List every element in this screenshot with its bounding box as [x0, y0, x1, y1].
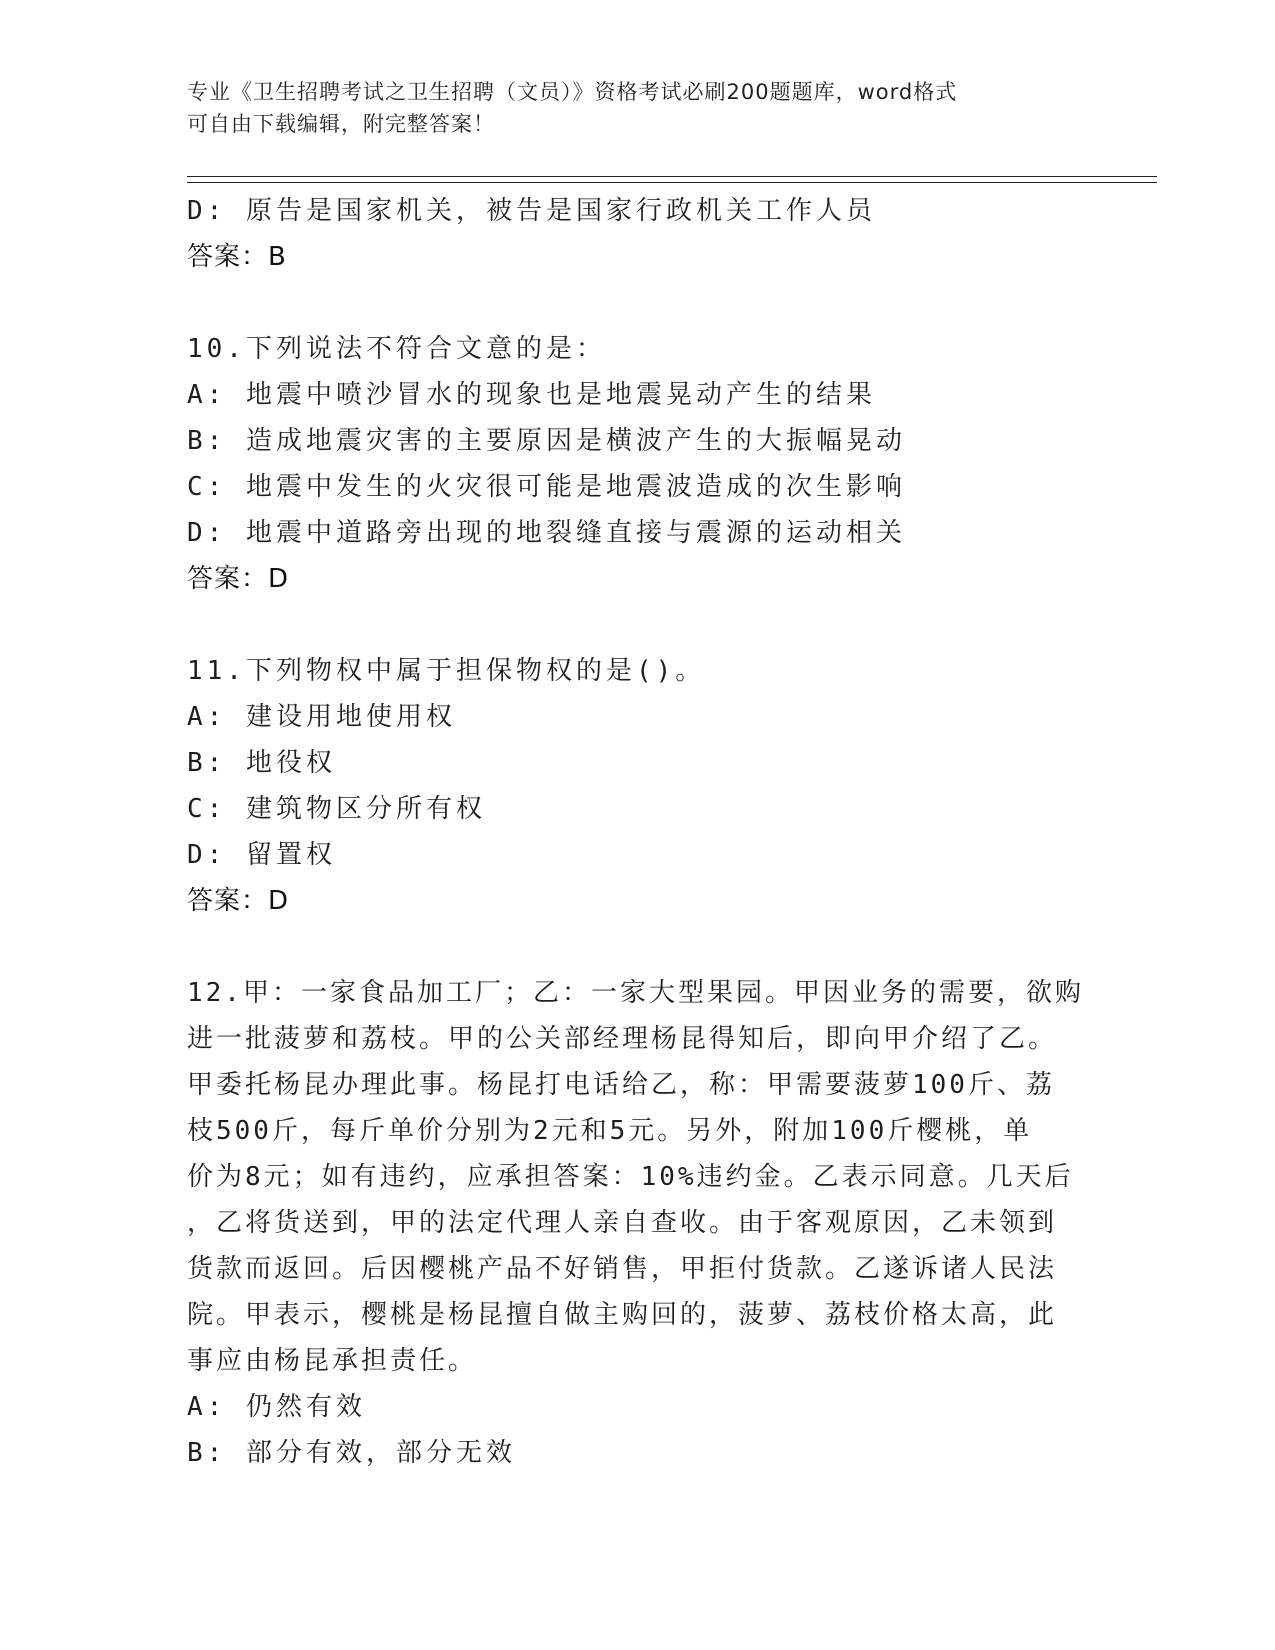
spacer	[187, 280, 1087, 326]
header-title-line-1: 专业《卫生招聘考试之卫生招聘（文员）》资格考试必刷200题题库，word格式	[187, 80, 958, 104]
q12-question-line: 进一批菠萝和荔枝。甲的公关部经理杨昆得知后，即向甲介绍了乙。	[187, 1024, 1058, 1054]
q10-question: 10.下列说法不符合文意的是：	[187, 334, 606, 364]
q11-option-a: A: 建设用地使用权	[187, 702, 456, 732]
q9-option-d: D: 原告是国家机关，被告是国家行政机关工作人员	[187, 196, 876, 226]
q10-option-b: B: 造成地震灾害的主要原因是横波产生的大振幅晃动	[187, 426, 906, 456]
q12-question-line: 院。甲表示，樱桃是杨昆擅自做主购回的，菠萝、荔枝价格太高，此	[187, 1300, 1058, 1330]
q12-question-line: ，乙将货送到，甲的法定代理人亲自查收。由于客观原因，乙未领到	[187, 1208, 1058, 1238]
q10-option-c: C: 地震中发生的火灾很可能是地震波造成的次生影响	[187, 472, 906, 502]
q12-question	[187, 970, 1082, 1384]
q12-option-b: B: 部分有效，部分无效	[187, 1438, 516, 1468]
header-divider-top	[187, 176, 1157, 177]
spacer	[187, 924, 1087, 970]
q12-option-a: A: 仍然有效	[187, 1392, 366, 1422]
q12-question-line: 枝500斤，每斤单价分别为2元和5元。另外，附加100斤樱桃，单	[187, 1116, 1033, 1146]
q12-question-line: 12.甲：一家食品加工厂；乙：一家大型果园。甲因业务的需要，欲购	[187, 978, 1084, 1008]
header-title-line-2: 可自由下载编辑，附完整答案！	[187, 112, 495, 136]
q10-option-d: D: 地震中道路旁出现的地裂缝直接与震源的运动相关	[187, 518, 906, 548]
q11-answer: 答案：D	[187, 886, 290, 916]
q9-answer: 答案：B	[187, 242, 287, 272]
q11-option-b: B: 地役权	[187, 748, 336, 778]
question-content	[187, 188, 1087, 1476]
q10-answer: 答案：D	[187, 564, 290, 594]
q11-option-d: D: 留置权	[187, 840, 336, 870]
document-header	[187, 76, 1067, 140]
q11-question: 11.下列物权中属于担保物权的是()。	[187, 656, 706, 686]
spacer	[187, 602, 1087, 648]
q12-question-line: 货款而返回。后因樱桃产品不好销售，甲拒付货款。乙遂诉诸人民法	[187, 1254, 1058, 1284]
q11-option-c: C: 建筑物区分所有权	[187, 794, 486, 824]
q12-question-line: 事应由杨昆承担责任。	[187, 1346, 478, 1376]
q12-question-line: 价为8元；如有违约，应承担答案：10%违约金。乙表示同意。几天后	[187, 1162, 1074, 1192]
q10-option-a: A: 地震中喷沙冒水的现象也是地震晃动产生的结果	[187, 380, 876, 410]
header-divider-bottom	[187, 182, 1157, 183]
q12-question-line: 甲委托杨昆办理此事。杨昆打电话给乙，称：甲需要菠萝100斤、荔	[187, 1070, 1055, 1100]
